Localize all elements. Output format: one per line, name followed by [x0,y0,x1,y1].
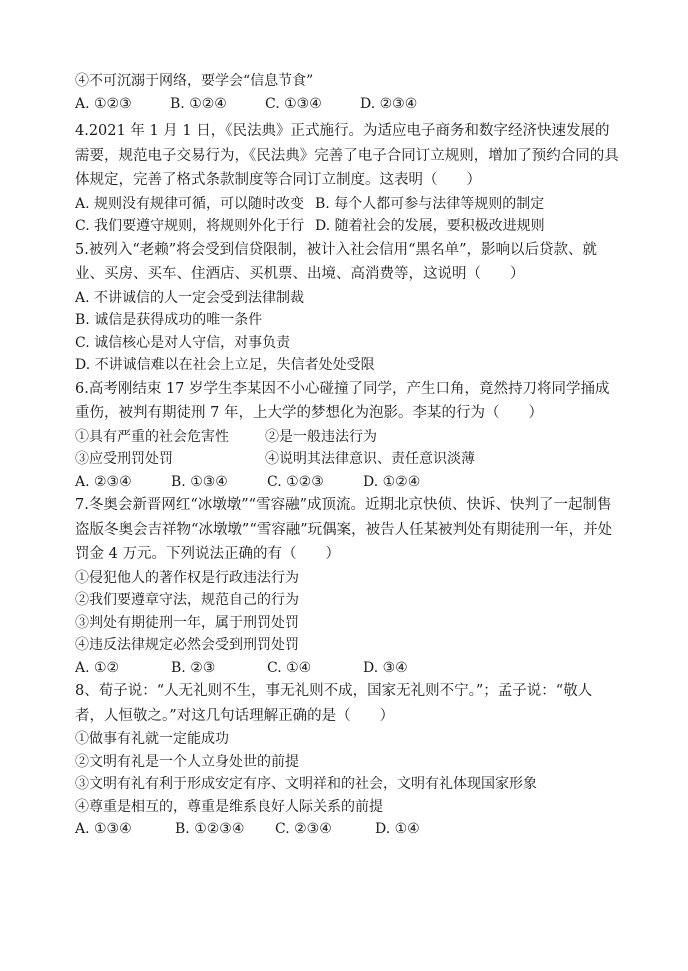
q7-item-4: ④违反法律规定必然会受到刑罚处罚 [75,637,299,653]
question-list [75,70,620,841]
q7-item-2: ②我们要遵章守法，规范自己的行为 [75,592,299,608]
q4-option-d[interactable]: D. 随着社会的发展，要积极改进规则 [315,218,545,234]
q5-stem: 5.被列入“老赖”将会受到信贷限制，被计入社会信用“黑名单”，影响以后贷款、就业、买房、买车、住酒店、买机票、出境、高消费等，这说明（ ） [75,241,597,282]
q8-item-3: ③文明有礼有利于形成安定有序、文明祥和的社会，文明有礼体现国家形象 [75,776,537,792]
q3-item-4: ④不可沉溺于网络，要学会“信息节食” [75,73,314,89]
q6-options [75,471,620,494]
q6-option-c[interactable]: C. ①②③ [267,473,324,490]
q6-item-4: ④说明其法律意识、责任意识淡薄 [265,451,475,467]
q6-option-d[interactable]: D. ①②④ [363,473,421,490]
q7-option-b[interactable]: B. ②③ [171,659,216,676]
q3-option-a[interactable]: A. ①②③ [75,95,132,112]
q6-item-1: ①具有严重的社会危害性 [75,428,229,445]
q8-option-a[interactable]: A. ①③④ [75,821,132,837]
q5-option-b[interactable]: B. 诚信是获得成功的唯一条件 [75,312,263,328]
q8-options [75,818,620,841]
q6-option-a[interactable]: A. ②③④ [75,473,132,490]
q8-option-b[interactable]: B. ①②③④ [175,821,245,837]
q8-item-2: ②文明有礼是一个人立身处世的前提 [75,753,299,770]
q5-option-c[interactable]: C. 诚信核心是对人守信，对事负责 [75,334,291,351]
q7-item-3: ③判处有期徒刑一年，属于刑罚处罚 [75,614,299,631]
q8-option-d[interactable]: D. ①④ [375,821,420,837]
q7-options [75,657,620,680]
q6-items-row2 [75,448,620,471]
q6-item-2: ②是一般违法行为 [265,428,377,445]
q8-option-c[interactable]: C. ②③④ [275,821,332,837]
q4-option-b[interactable]: B. 每个人都可参与法律等规则的制定 [315,195,545,212]
q7-item-1: ①侵犯他人的著作权是行政违法行为 [75,569,299,586]
q6-items-row1 [75,426,620,449]
q7-stem: 7.冬奥会新晋网红“冰墩墩”“雪容融”成顶流。近期北京快侦、快诉、快判了一起制售盗版冬奥会吉祥物“冰墩墩”“雪容融”玩偶案，被告人任某被判处有期徒刑一年，并处罚金 4 万元。下列说法正确的有（ ） [75,497,613,562]
q6-option-b[interactable]: B. ①③④ [171,473,228,490]
q4-option-c[interactable]: C. 我们要遵守规则，将规则外化于行 [75,218,305,234]
q7-option-a[interactable]: A. ①② [75,659,120,676]
q4-stem: 4.2021 年 1 月 1 日，《民法典》正式施行。为适应电子商务和数字经济快速发展的需要，规范电子交易行为，《民法典》完善了电子合同订立规则，增加了预约合同的具体规定，完善了格式条款制度等合同订立制度。这表明（ ） [75,123,619,188]
q3-options [75,93,620,116]
q7-option-c[interactable]: C. ①④ [267,659,312,676]
q7-option-d[interactable]: D. ③④ [363,659,408,676]
q8-item-4: ④尊重是相互的，尊重是维系良好人际关系的前提 [75,798,383,815]
q3-option-b[interactable]: B. ①②④ [170,95,227,112]
q6-stem: 6.高考刚结束 17 岁学生李某因不小心碰撞了同学，产生口角，竟然持刀将同学捅成重伤，被判有期徒刑 7 年，上大学的梦想化为泡影。李某的行为（ ） [75,380,610,421]
q4-options-row2 [75,215,620,238]
q3-option-c[interactable]: C. ①③④ [265,95,322,112]
q8-stem: 8、荀子说：“人无礼则不生，事无礼则不成，国家无礼则不宁。”；孟子说：“敬人者，人恒敬之。”对这几句话理解正确的是（ ） [75,683,593,724]
q6-item-3: ③应受刑罚处罚 [75,451,173,467]
q3-option-d[interactable]: D. ②③④ [360,95,418,112]
q5-option-d[interactable]: D. 不讲诚信难以在社会上立足，失信者处处受限 [75,357,375,373]
q4-option-a[interactable]: A. 规则没有规律可循，可以随时改变 [75,195,305,212]
q4-options-row1 [75,193,620,216]
q5-option-a[interactable]: A. 不讲诚信的人一定会受到法律制裁 [75,289,305,306]
q8-item-1: ①做事有礼就一定能成功 [75,731,229,747]
